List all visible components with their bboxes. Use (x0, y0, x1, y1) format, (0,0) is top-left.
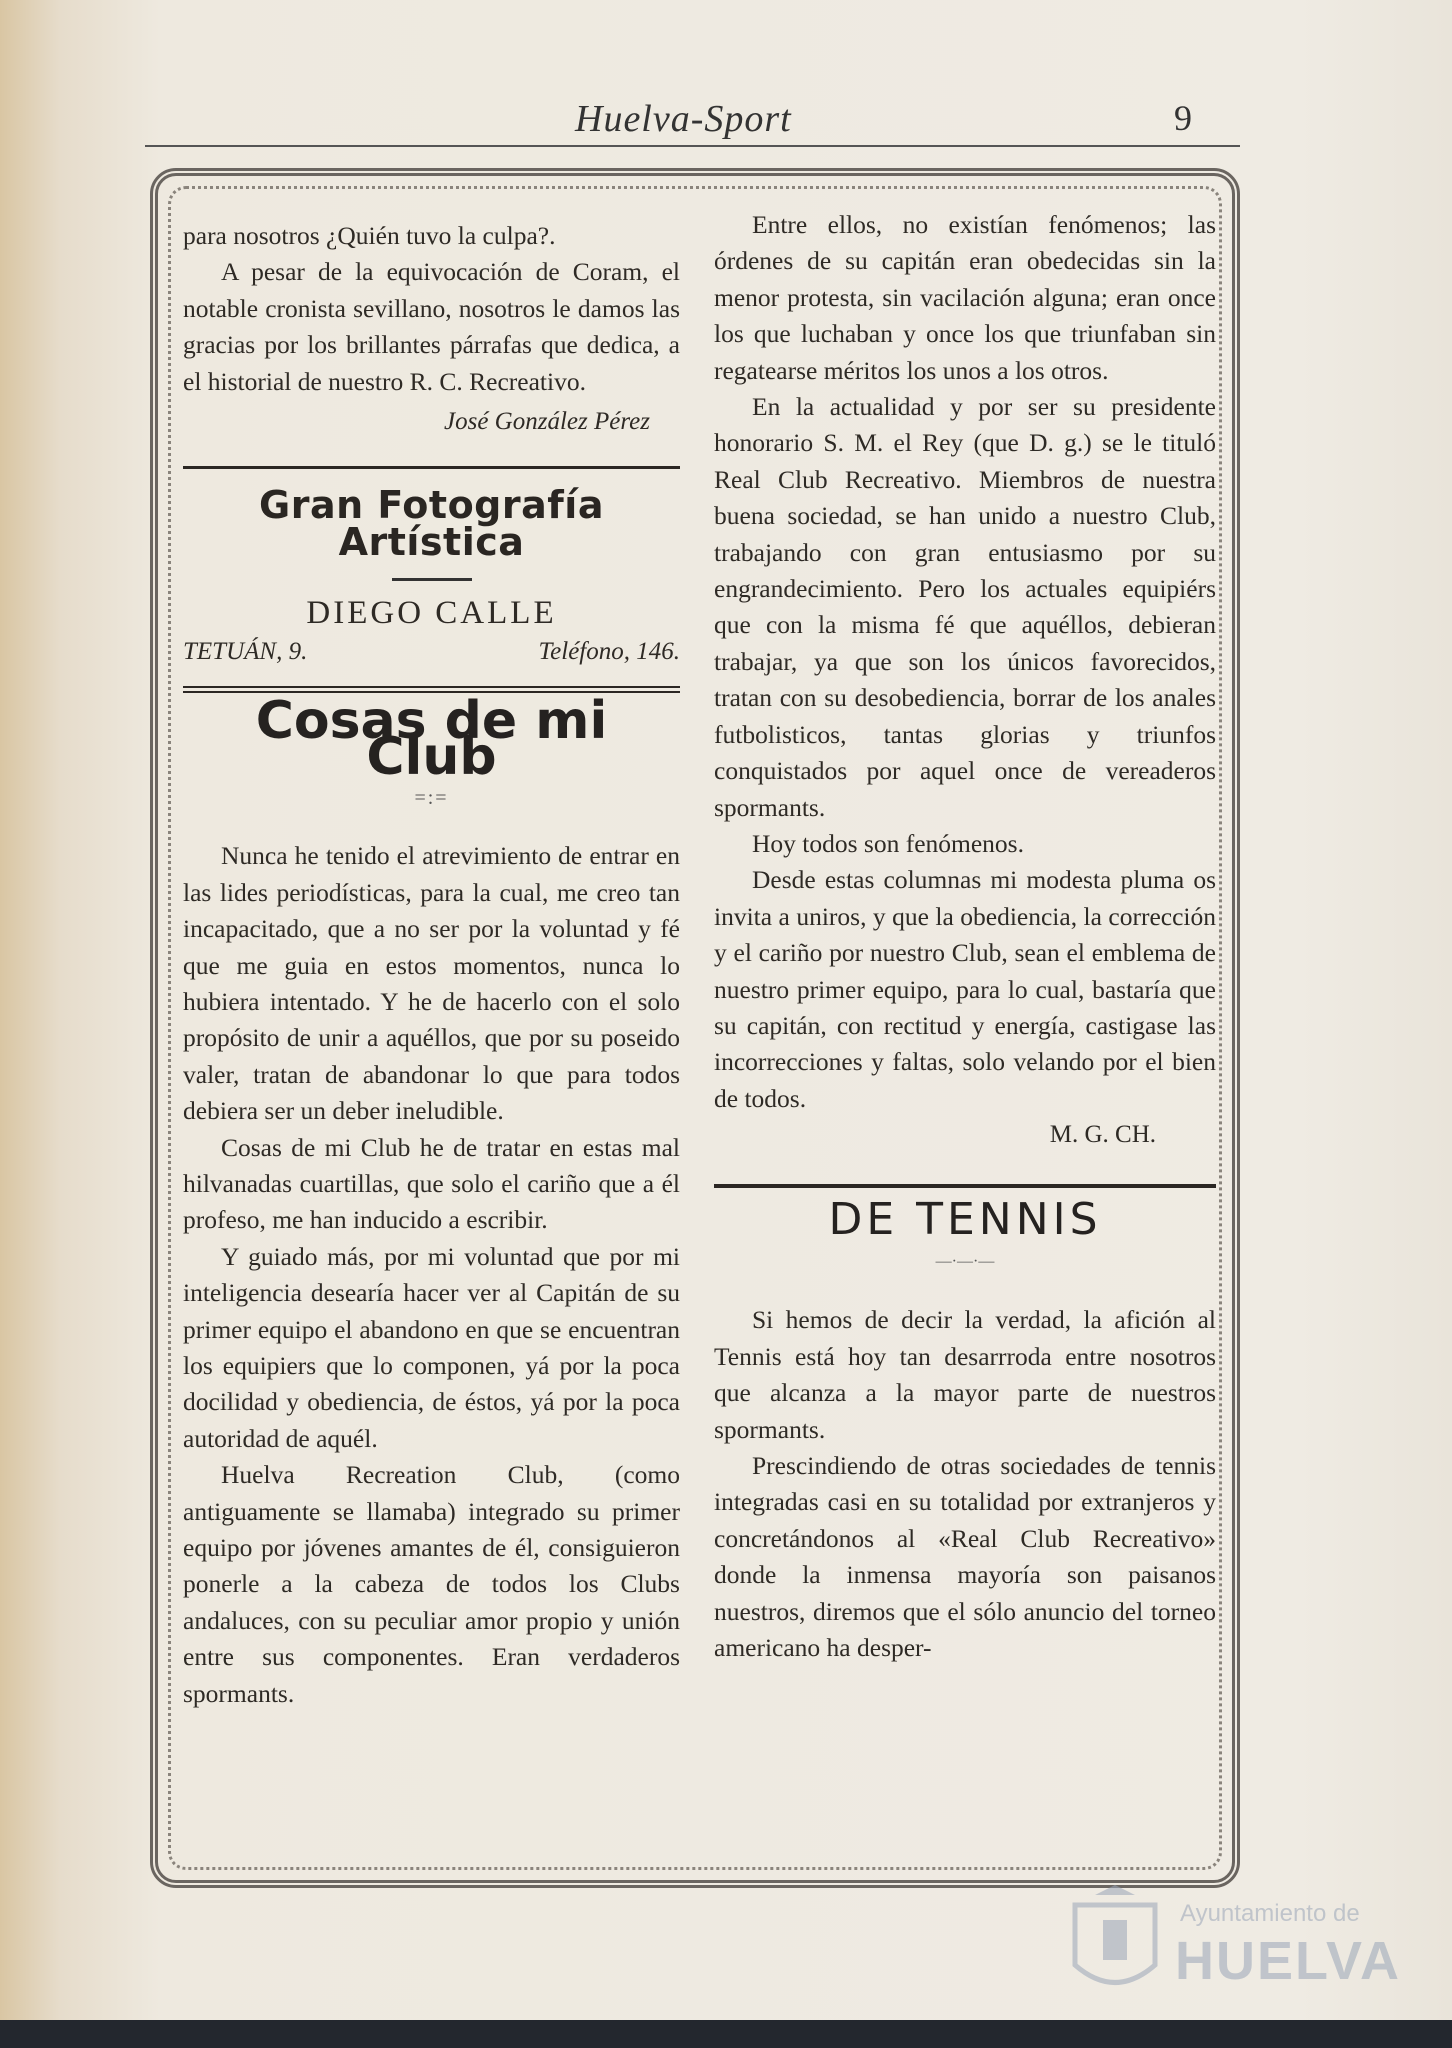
article-paragraph: Entre ellos, no existían fenómenos; las órdenes de su capitán eran obedecidas sin la menor protesta, sin vacilación alguna; eran once los que luchaban y once los que triunfaban sin regatearse méritos los unos a los otros. (714, 210, 1216, 385)
article-signature: M. G. CH. (1049, 1121, 1156, 1149)
publication-title: Huelva-Sport (575, 98, 792, 140)
page-header (145, 95, 1240, 147)
scan-edge (0, 2020, 1452, 2048)
left-column (183, 218, 680, 1712)
divider (714, 1184, 1216, 1188)
article-paragraph: Nunca he tenido el atrevimiento de entrar en las lides periodísticas, para la cual, me creo tan incapacitado, que a no ser por la voluntad y fé que me guia en estos momentos, nunca lo hubiera intentado. Y he de hacerlo con el solo propósito de unir a aquéllos, que por su poseido valer, tratan de abandonar lo que para todos debiera ser un deber ineludible. (183, 841, 680, 1126)
ad-address: TETUÁN, 9. (183, 637, 308, 665)
article-paragraph: Cosas de mi Club he de tratar en estas mal hilvanadas cuartillas, que solo el cariño que a él profeso, me han inducido a escribir. (183, 1132, 680, 1235)
tennis-paragraph: Prescindiendo de otras sociedades de tennis integradas casi en su totalidad por extranjeros y concretándonos al «Real Club Recreativo» donde la inmensa mayoría son paisanos nuestros, diremos que el sólo anuncio del torneo americano ha desper- (714, 1451, 1216, 1663)
watermark (1055, 1880, 1401, 2010)
divider (183, 466, 680, 469)
page-number: 9 (1174, 98, 1192, 138)
intro-paragraph: A pesar de la equivocación de Coram, el notable cronista sevillano, nosotros le damos las gracias por los brillantes párrafas que dedica, a el historial de nuestro R. C. Recreativo. (183, 257, 680, 396)
article-paragraph: En la actualidad y por ser su presidente honorario S. M. el Rey (que D. g.) se le tituló Real Club Recreativo. Miembros de nuestra buena sociedad, se han unido a nuestro Club, trabajando con gran entusiasmo por su engrandecimiento. Pero los actuales equipiérs que con la misma fé que aquéllos, debieran trabajar, ya que son los únicos favorecidos, tratan con su desobediencia, borrar de los anales futbolisticos, tantas glorias y triunfos conquistados por aquel once de vereaderos spormants. (714, 392, 1216, 822)
city-seal-icon (1065, 1885, 1165, 2005)
tennis-paragraph: Si hemos de decir la verdad, la afición al Tennis está hoy tan desarrroda entre nosotros que alcanza a la mayor parte de nuestros spormants. (714, 1305, 1216, 1444)
article-paragraph: Hoy todos son fenómenos. (752, 828, 1024, 858)
ad-name: DIEGO CALLE (306, 595, 557, 632)
article-paragraph: Y guiado más, por mi voluntad que por mi inteligencia desearía hacer ver al Capitán de su primer equipo el abandono en que se encuentran los equipiers que lo componen, yá por la poca docilidad y obediencia, de éstos, yá por la poca autoridad de aquél. (183, 1241, 680, 1453)
ad-phone: Teléfono, 146. (538, 637, 680, 665)
section-ornament: =:= (414, 786, 449, 809)
article-paragraph: Huelva Recreation Club, (como antiguamente se llamaba) integrado su primer equipo por jóvenes amantes de él, consiguieron ponerle a la cabeza de todos los Clubs andaluces, con su peculiar amor propio y unión entre sus componentes. Eran verdaderos spormants. (183, 1460, 680, 1708)
watermark-line2: HUELVA (1175, 1931, 1401, 1991)
ad-contact (183, 634, 680, 670)
tennis-ornament: —·—·— (935, 1252, 995, 1270)
article-paragraph: Desde estas columnas mi modesta pluma os invita a uniros, y que la obediencia, la corrección y el cariño por nuestro Club, sean el emblema de nuestro primer equipo, para lo cual, bastaría que su capitán, con rectitud y energía, castigase las incorrecciones y faltas, solo velando por el bien de todos. (714, 865, 1216, 1113)
intro-paragraph: para nosotros ¿Quién tuvo la culpa?. (183, 221, 556, 250)
intro-signature: José González Pérez (444, 408, 650, 436)
section-title: Cosas de mi Club (255, 691, 608, 788)
right-column (714, 207, 1216, 1666)
ad-title: Gran Fotografía Artística (259, 483, 604, 564)
tennis-title: DE TENNIS (828, 1193, 1102, 1245)
watermark-line1: Ayuntamiento de (1180, 1900, 1360, 1927)
ad-divider (392, 578, 472, 581)
